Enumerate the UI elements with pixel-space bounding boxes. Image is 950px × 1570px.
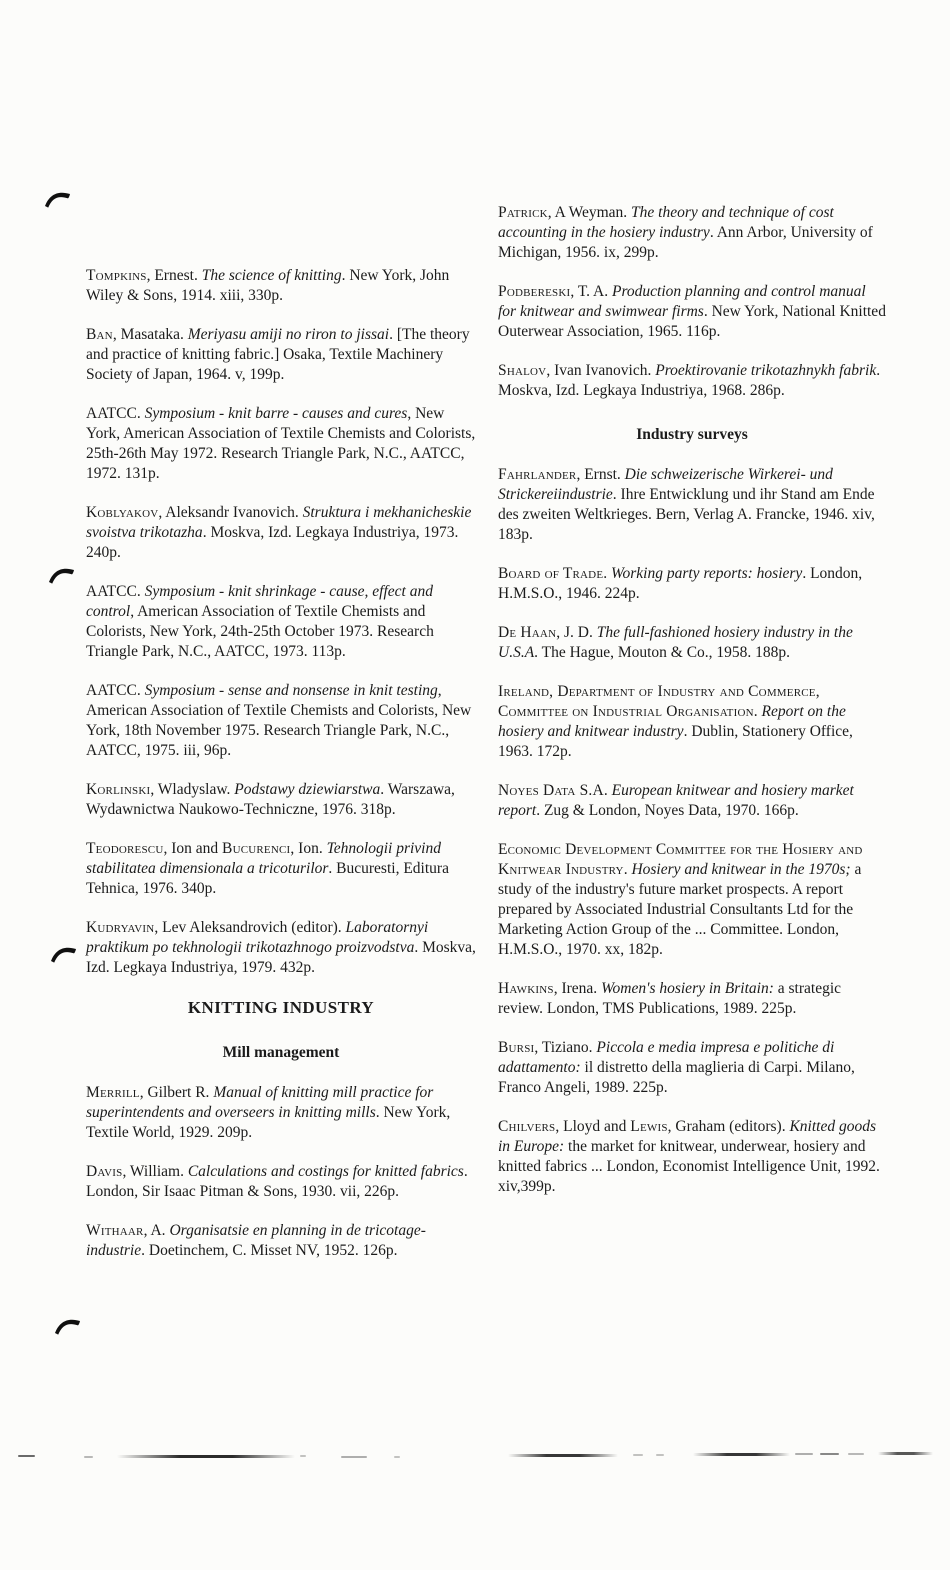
entry-text: .	[753, 703, 762, 720]
entry-title: Symposium - knit shrinkage - cause, effect and control	[86, 583, 433, 620]
handwritten-tick-mark	[48, 565, 75, 584]
bib-entry	[86, 681, 476, 761]
entry-text: AATCC.	[86, 583, 145, 600]
entry-text: .	[623, 861, 632, 878]
scan-artifact-line	[117, 1455, 295, 1458]
entry-text: , Wladyslaw.	[150, 781, 235, 798]
bib-entry	[86, 1162, 476, 1202]
bib-entry	[86, 1083, 476, 1143]
entry-title: Calculations and costings for knitted fabrics	[187, 1163, 464, 1180]
entry-title: European knitwear and hosiery market report	[498, 782, 854, 819]
entry-author: De Haan	[498, 624, 557, 641]
entry-title: Manual of knitting mill practice for superintendents and overseers in knitting mills	[86, 1084, 434, 1121]
bib-entry	[498, 840, 886, 960]
entry-author: Bucurenci	[222, 840, 291, 857]
entry-author: Davis	[86, 1163, 123, 1180]
entry-author: Koblyakov	[86, 504, 159, 521]
entry-text: . Warszawa, Wydawnictwa Naukowo-Techniczne, 1976. 318p.	[86, 781, 455, 818]
bib-entry	[498, 979, 886, 1019]
entry-text: . Doetinchem, C. Misset NV, 1952. 126p.	[141, 1242, 398, 1259]
entry-text: il distretto della maglieria di Carpi. Milano, Franco Angeli, 1989. 225p.	[498, 1059, 855, 1096]
entry-text: the market for knitwear, underwear, hosiery and knitted fabrics ... London, Economist Intelligence Unit, 1992. xiv,399p.	[498, 1138, 880, 1195]
bib-entry	[498, 682, 886, 762]
entry-text: . Zug & London, Noyes Data, 1970. 166p.	[536, 802, 799, 819]
entry-text: .	[603, 782, 612, 799]
entry-text: , Irena.	[553, 980, 602, 997]
entry-text: . [The theory and practice of knitting fabric.] Osaka, Textile Machinery Society of Japan, 1964. v, 199p.	[86, 326, 470, 383]
entry-title: The science of knitting	[201, 267, 342, 284]
entry-title: The theory and technique of cost accounting in the hosiery industry	[498, 204, 834, 241]
entry-text: , A Weyman.	[547, 204, 632, 221]
entry-text: . London, Sir Isaac Pitman & Sons, 1930. vii, 226p.	[86, 1163, 468, 1200]
entry-title: Struktura i mekhanicheskie svoistva trikotazha	[86, 504, 472, 541]
bibliography-column-right	[498, 203, 886, 1216]
entry-text: .	[603, 565, 612, 582]
scan-artifact-line	[633, 1454, 643, 1456]
entry-text: . Moskva, Izd. Legkaya Industriya, 1979. 432p.	[86, 939, 476, 976]
bib-entry	[498, 1117, 886, 1197]
handwritten-tick-mark	[54, 1316, 81, 1335]
entry-text: , J. D.	[556, 624, 597, 641]
scan-artifact-line	[795, 1453, 813, 1455]
scan-artifact-line	[693, 1453, 790, 1456]
entry-text: , New York, American Association of Textile Chemists and Colorists, 25th-26th May 1972. Research Triangle Park, N.C., AATCC, 1972. 131p.	[86, 405, 476, 482]
scan-artifact-line	[84, 1456, 93, 1458]
handwritten-tick-mark	[50, 944, 77, 963]
entry-title: Die schweizerische Wirkerei- und Strickereiindustrie	[498, 466, 833, 503]
entry-text: , Ion.	[290, 840, 327, 857]
entry-title: Podstawy dziewiarstwa	[234, 781, 381, 798]
entry-text: . Moskva, Izd. Legkaya Industriya, 1968. 286p.	[498, 362, 881, 399]
entry-text: . The Hague, Mouton & Co., 1958. 188p.	[534, 644, 791, 661]
bib-entry	[498, 623, 886, 663]
entry-title: Piccola e media impresa e politiche di adattamento:	[498, 1039, 835, 1076]
entry-author: Patrick	[498, 204, 548, 221]
bib-entry	[86, 325, 476, 385]
scan-artifact-line	[508, 1454, 618, 1457]
entry-author: Podbereski	[498, 283, 571, 300]
entry-title: Symposium - sense and nonsense in knit testing	[144, 682, 438, 699]
entry-text: . New York, John Wiley & Sons, 1914. xiii, 330p.	[86, 267, 450, 304]
entry-title: The full-fashioned hosiery industry in the U.S.A	[498, 624, 853, 661]
entry-author: Ireland, Department of Industry and Commerce, Committee on Industrial Organisation	[498, 683, 820, 720]
bib-entry	[498, 282, 886, 342]
bibliography-column-left	[86, 266, 476, 1280]
entry-title: Tehnologii privind stabilitatea dimensionala a tricoturilor	[86, 840, 441, 877]
bib-entry	[86, 404, 476, 484]
entry-text: . Ihre Entwicklung und ihr Stand am Ende des zweiten Weltkrieges. Bern, Verlag A. Francke, 1946. xiv, 183p.	[498, 486, 875, 543]
entry-title: Laboratornyi praktikum po tekhnologii trikotazhnogo proizvodstva	[86, 919, 429, 956]
section-heading: KNITTING INDUSTRY	[187, 998, 375, 1017]
entry-title: Organisatsie en planning in de tricotage-industrie	[86, 1222, 426, 1259]
entry-text: a strategic review. London, TMS Publications, 1989. 225p.	[498, 980, 842, 1017]
scan-artifact-line	[341, 1456, 367, 1458]
entry-author: Tompkins	[86, 267, 147, 284]
entry-author: Hawkins	[498, 980, 554, 997]
subsection-heading: Industry surveys	[636, 426, 748, 443]
entry-text: . Bucuresti, Editura Tehnica, 1976. 340p.	[86, 860, 449, 897]
entry-text: , Ernest.	[146, 267, 202, 284]
scan-artifact-line	[300, 1455, 306, 1457]
scan-artifact-line	[820, 1453, 839, 1455]
entry-text: , Lloyd and	[555, 1118, 631, 1135]
bib-entry	[86, 918, 476, 978]
entry-text: . Moskva, Izd. Legkaya Industriya, 1973. 240p.	[86, 524, 459, 561]
bib-entry	[498, 203, 886, 263]
entry-text: AATCC.	[86, 682, 145, 699]
bib-entry	[498, 781, 886, 821]
entry-text: , William.	[122, 1163, 188, 1180]
scan-artifact-line	[848, 1453, 864, 1455]
entry-title: Working party reports: hosiery	[611, 565, 803, 582]
entry-author: Withaar	[86, 1222, 144, 1239]
entry-author: Teodorescu	[86, 840, 164, 857]
entry-author: Korlinski	[86, 781, 151, 798]
scan-artifact-line	[656, 1454, 664, 1456]
bib-entry	[498, 1038, 886, 1098]
bib-entry	[498, 465, 886, 545]
bib-entry	[86, 780, 476, 820]
entry-text: , T. A.	[570, 283, 612, 300]
bib-entry	[498, 564, 886, 604]
entry-text: . London, H.M.S.O., 1946. 224p.	[498, 565, 863, 602]
entry-title: Knitted goods in Europe:	[498, 1118, 876, 1155]
entry-author: Shalov	[498, 362, 547, 379]
entry-text: , Ion and	[163, 840, 223, 857]
scan-artifact-line	[18, 1455, 35, 1457]
bib-entry	[86, 503, 476, 563]
entry-text: . New York, National Knitted Outerwear Association, 1965. 116p.	[498, 303, 886, 340]
entry-title: Symposium - knit barre - causes and cures	[144, 405, 408, 422]
entry-text: , Masataka.	[112, 326, 188, 343]
entry-text: a study of the industry's future market prospects. A report prepared by Associated Industrial Consultants Ltd for the Marketing Action Group of the ... Committee. London, H.M.S.O., 1970. xx, 182p.	[498, 861, 862, 958]
bib-entry	[86, 266, 476, 306]
entry-author: Kudryavin	[86, 919, 155, 936]
entry-text: , Aleksandr Ivanovich.	[158, 504, 303, 521]
entry-text: , American Association of Textile Chemists and Colorists, New York, 24th-25th October 1973. Research Triangle Park, N.C., AATCC, 1973. 113p.	[86, 603, 434, 660]
entry-text: . Ann Arbor, University of Michigan, 1956. ix, 299p.	[498, 224, 873, 261]
entry-text: , Lev Aleksandrovich (editor).	[154, 919, 346, 936]
entry-text: , American Association of Textile Chemists and Colorists, New York, 18th November 1975. Research Triangle Park, N.C., AATCC, 1975. iii, 96p.	[86, 682, 472, 759]
entry-author: Lewis	[630, 1118, 668, 1135]
bib-entry	[86, 1221, 476, 1261]
entry-title: Meriyasu amiji no riron to jissai	[187, 326, 390, 343]
entry-author: Merrill	[86, 1084, 140, 1101]
scan-artifact-line	[878, 1452, 933, 1455]
entry-title: Report on the hosiery and knitwear industry	[498, 703, 846, 740]
entry-author: Fahrlander	[498, 466, 577, 483]
entry-text: , A.	[143, 1222, 170, 1239]
entry-text: , Tiziano.	[534, 1039, 597, 1056]
entry-text: , Graham (editors).	[667, 1118, 790, 1135]
entry-title: Hosiery and knitwear in the 1970s;	[631, 861, 851, 878]
entry-text: AATCC.	[86, 405, 145, 422]
entry-text: , Gilbert R.	[139, 1084, 214, 1101]
entry-author: Economic Development Committee for the Hosiery and Knitwear Industry	[498, 841, 863, 878]
scan-artifact-line	[394, 1456, 400, 1458]
entry-author: Board of Trade	[498, 565, 604, 582]
entry-title: Women's hosiery in Britain:	[601, 980, 774, 997]
entry-text: , Ivan Ivanovich.	[546, 362, 656, 379]
bib-entry	[86, 839, 476, 899]
bib-entry	[86, 582, 476, 662]
entry-author: Bursi	[498, 1039, 535, 1056]
bib-entry	[498, 361, 886, 401]
subsection-heading: Mill management	[222, 1044, 340, 1061]
entry-text: , Ernst.	[576, 466, 625, 483]
entry-author: Noyes Data S.A	[498, 782, 604, 799]
entry-author: Chilvers	[498, 1118, 556, 1135]
entry-text: . New York, Textile World, 1929. 209p.	[86, 1104, 451, 1141]
entry-text: . Dublin, Stationery Office, 1963. 172p.	[498, 723, 853, 760]
entry-title: Proektirovanie trikotazhnykh fabrik	[655, 362, 877, 379]
handwritten-tick-mark	[44, 189, 71, 208]
entry-title: Production planning and control manual for knitwear and swimwear firms	[498, 283, 866, 320]
entry-author: Ban	[86, 326, 113, 343]
